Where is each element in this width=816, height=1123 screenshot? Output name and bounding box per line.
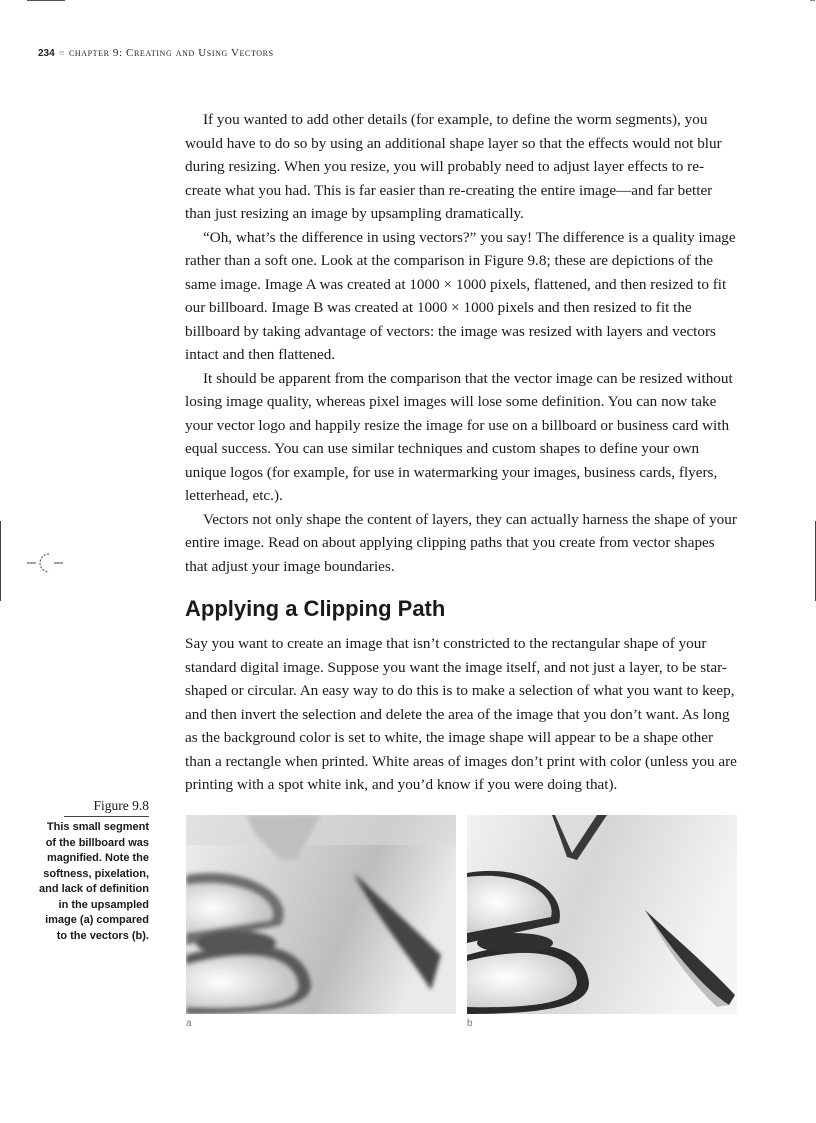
section-heading: Applying a Clipping Path (185, 596, 446, 621)
paragraph: Say you want to create an image that isn’t constricted to the rectangular shape of your standard digital image. Suppose you want the image itself, and not just a layer, to be star-shaped or circular. An easy way to do this is to make a selection of what you want to keep, and then invert the selection and delete the area of the image that you don’t want. As long as the background color is set to white, the image shape will appear to be a shape other than a rectangle when printed. White areas of images don’t print with color (unless you are printing with a spot white ink, and you’d know if you were doing that). (185, 635, 737, 793)
crop-mark-top-right (810, 0, 815, 1)
panel-label-a: a (186, 1018, 192, 1029)
figure-caption: This small segment of the billboard was magnified. Note the softness, pixelation, and lack of definition in the upsampled image (a) compared to the vectors (b). (38, 821, 149, 942)
running-head-separator: ≡ (58, 48, 65, 59)
paragraph: If you wanted to add other details (for example, to define the worm segments), you would have to do so by using an additional shape layer so that the effects would not blur during resizing. When you resize, you will probably need to adjust layer effects to re-create what you had. This is far easier than re-creating the entire image—and far better than just resizing an image by upsampling dramatically. (185, 111, 722, 222)
paragraph: Vectors not only shape the content of layers, they can actually harness the shape of your entire image. Read on about applying clipping paths that you create from vector shapes that adjust your image boundaries. (185, 510, 737, 575)
figure-label: Figure 9.8 (64, 798, 149, 817)
page-number: 234 (38, 48, 55, 59)
paragraph: “Oh, what’s the difference in using vectors?” you say! The difference is a quality image rather than a soft one. Look at the comparison in Figure 9.8; these are depictions of the same image. Image A was created at 1000 × 1000 pixels, flattened, and then resized to fit our billboard. Image B was created at 1000 × 1000 pixels and then resized to fit the billboard by taking advantage of vectors: the image was resized with layers and vectors intact and then flattened. (185, 228, 736, 363)
crop-mark-top (27, 0, 65, 1)
section-body (185, 632, 738, 797)
running-head (38, 47, 274, 59)
registration-mark-icon (27, 549, 67, 575)
figure-image-b (467, 815, 737, 1014)
body-text (185, 108, 738, 578)
panel-label-b: b (467, 1018, 473, 1029)
chapter-title: chapter 9: Creating and Using Vectors (68, 47, 274, 59)
paragraph: It should be apparent from the comparison that the vector image can be resized without losing image quality, whereas pixel images will lose some definition. You can now take your vector logo and happily resize the image for use on a billboard or business card with equal success. You can use similar techniques and custom shapes to define your own unique logos (for example, for use in watermarking your images, business cards, flyers, letterhead, etc.). (185, 369, 733, 504)
figure-image-a (186, 815, 456, 1014)
trim-mark-left (0, 521, 1, 601)
